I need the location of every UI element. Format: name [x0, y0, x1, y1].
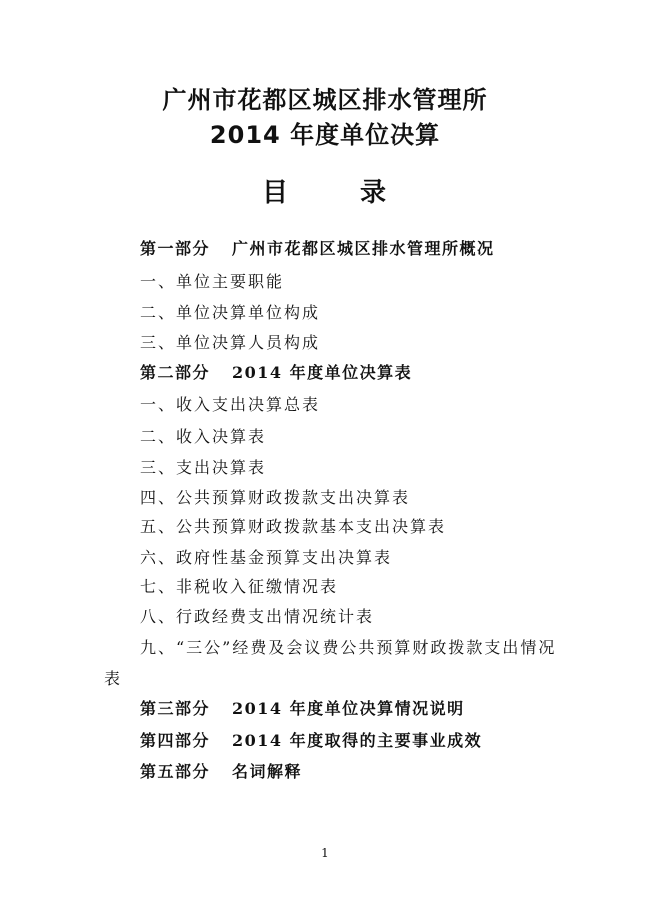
toc-part-label: 第五部分	[140, 762, 211, 781]
toc-heading	[0, 172, 650, 209]
toc-part-title: 名词解释	[232, 762, 303, 781]
toc-item[interactable]: 七、非税收入征缴情况表	[140, 577, 339, 596]
toc-part-label: 第二部分	[140, 363, 211, 382]
toc-item[interactable]: 六、政府性基金预算支出决算表	[140, 548, 393, 567]
toc-part-title: 2014 年度单位决算表	[232, 363, 413, 382]
toc-part-label: 第四部分	[140, 731, 211, 750]
toc-item[interactable]: 二、单位决算单位构成	[140, 303, 321, 322]
toc-part-4[interactable]	[140, 728, 482, 751]
toc-item[interactable]: 三、支出决算表	[140, 458, 267, 477]
toc-part-1[interactable]	[140, 236, 495, 259]
toc-item[interactable]: 一、收入支出决算总表	[140, 395, 321, 414]
document-subtitle: 2014 年度单位决算	[209, 121, 441, 149]
toc-item[interactable]: 四、公共预算财政拨款支出决算表	[140, 488, 411, 507]
toc-heading-char-2: 录	[360, 178, 389, 208]
toc-item[interactable]: 九、“三公”经费及会议费公共预算财政拨款支出情况	[140, 638, 557, 657]
toc-part-title: 2014 年度单位决算情况说明	[232, 699, 465, 718]
toc-part-label: 第一部分	[140, 239, 211, 258]
toc-item[interactable]: 一、单位主要职能	[140, 272, 285, 291]
toc-part-title: 广州市花都区城区排水管理所概况	[232, 239, 495, 258]
document-title: 广州市花都区城区排水管理所	[162, 86, 488, 114]
toc-item[interactable]: 二、收入决算表	[140, 427, 267, 446]
toc-item[interactable]: 五、公共预算财政拨款基本支出决算表	[140, 517, 447, 536]
toc-item-continuation: 表	[104, 669, 123, 688]
toc-item[interactable]: 三、单位决算人员构成	[140, 333, 321, 352]
page-number: 1	[321, 846, 329, 860]
toc-item[interactable]: 八、行政经费支出情况统计表	[140, 607, 375, 626]
toc-part-label: 第三部分	[140, 699, 211, 718]
toc-part-title: 2014 年度取得的主要事业成效	[232, 731, 483, 750]
toc-part-2[interactable]	[140, 360, 412, 383]
toc-part-5[interactable]	[140, 759, 302, 782]
toc-part-3[interactable]	[140, 696, 465, 719]
toc-heading-char-1: 目	[261, 178, 290, 208]
